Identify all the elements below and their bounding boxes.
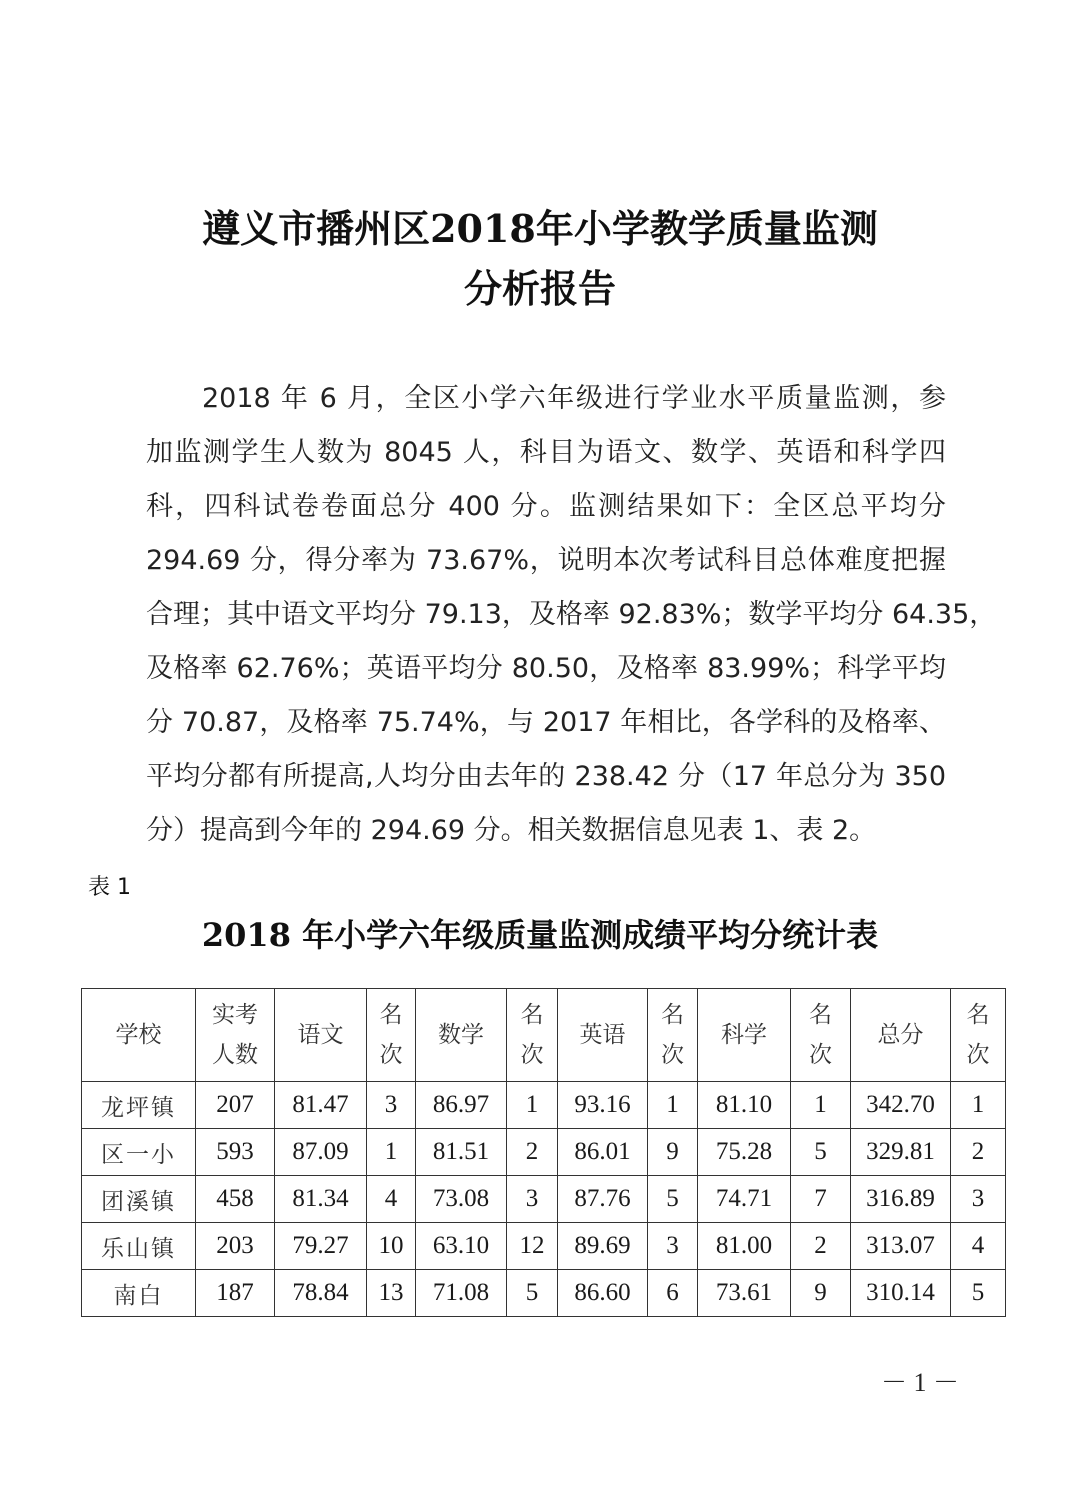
header-cell — [851, 989, 951, 1082]
table-cell: 79.27 — [275, 1223, 367, 1270]
paragraph-line: 平均分都有所提高,人均分由去年的 238.42 分（17 年总分为 350 — [146, 761, 946, 792]
table-cell: 86.60 — [558, 1270, 648, 1317]
table-cell: 93.16 — [558, 1082, 648, 1129]
header-cell — [558, 989, 648, 1082]
summary-paragraph — [146, 372, 997, 858]
table-cell: 9 — [648, 1129, 698, 1176]
header-cell — [507, 989, 558, 1082]
page-number: － 1 － — [880, 1368, 959, 1397]
table-cell: 4 — [367, 1176, 416, 1223]
table-cell: 207 — [196, 1082, 275, 1129]
table-cell: 310.14 — [851, 1270, 951, 1317]
table-cell: 89.69 — [558, 1223, 648, 1270]
table-cell: 5 — [507, 1270, 558, 1317]
table-title: 2018 年小学六年级质量监测成绩平均分统计表 — [201, 916, 879, 954]
table-cell: 81.10 — [698, 1082, 791, 1129]
table-cell: 13 — [367, 1270, 416, 1317]
score-table — [81, 988, 1006, 1317]
table-cell: 5 — [951, 1270, 1006, 1317]
table-cell: 458 — [196, 1176, 275, 1223]
header-cell — [698, 989, 791, 1082]
school-name-cell: 南白 — [82, 1270, 196, 1317]
table-cell: 3 — [648, 1223, 698, 1270]
table-cell: 6 — [648, 1270, 698, 1317]
header-cell — [416, 989, 507, 1082]
header-text: 英语 — [579, 1022, 626, 1048]
header-text: 名 — [520, 1002, 544, 1028]
table-header-row — [82, 989, 1006, 1082]
paragraph-line: 及格率 62.76%；英语平均分 80.50，及格率 83.99%；科学平均 — [146, 653, 946, 684]
table-cell: 3 — [507, 1176, 558, 1223]
table-cell: 1 — [951, 1082, 1006, 1129]
table-row — [82, 1176, 1006, 1223]
table-cell: 313.07 — [851, 1223, 951, 1270]
header-text: 语文 — [297, 1022, 344, 1048]
paragraph-line: 294.69 分，得分率为 73.67%，说明本次考试科目总体难度把握 — [146, 545, 946, 576]
header-cell — [951, 989, 1006, 1082]
table-cell: 12 — [507, 1223, 558, 1270]
school-name-cell: 区一小 — [82, 1129, 196, 1176]
table-cell: 86.97 — [416, 1082, 507, 1129]
paragraph-line: 2018 年 6 月，全区小学六年级进行学业水平质量监测，参 — [202, 383, 946, 414]
table-cell: 5 — [791, 1129, 851, 1176]
table-cell: 81.00 — [698, 1223, 791, 1270]
header-text: 名 — [661, 1002, 684, 1028]
table-cell: 81.51 — [416, 1129, 507, 1176]
school-name-cell: 龙坪镇 — [82, 1082, 196, 1129]
header-text: 次 — [379, 1042, 403, 1068]
header-text: 名 — [379, 1002, 403, 1028]
paragraph-line: 科，四科试卷卷面总分 400 分。监测结果如下：全区总平均分 — [146, 491, 946, 522]
table-cell: 73.61 — [698, 1270, 791, 1317]
table-cell: 63.10 — [416, 1223, 507, 1270]
table-cell: 74.71 — [698, 1176, 791, 1223]
table-cell: 86.01 — [558, 1129, 648, 1176]
table-cell: 5 — [648, 1176, 698, 1223]
table-cell: 4 — [951, 1223, 1006, 1270]
table-cell: 71.08 — [416, 1270, 507, 1317]
table-cell: 10 — [367, 1223, 416, 1270]
table-cell: 2 — [791, 1223, 851, 1270]
header-text: 次 — [809, 1042, 832, 1068]
header-text: 科学 — [721, 1022, 767, 1048]
paragraph-line: 加监测学生人数为 8045 人，科目为语文、数学、英语和科学四 — [146, 437, 946, 468]
paragraph-line: 分 70.87，及格率 75.74%，与 2017 年相比，各学科的及格率、 — [146, 707, 946, 738]
table-cell: 81.47 — [275, 1082, 367, 1129]
table-row — [82, 1270, 1006, 1317]
header-text: 总分 — [877, 1022, 924, 1048]
table-cell: 1 — [791, 1082, 851, 1129]
table-cell: 9 — [791, 1270, 851, 1317]
document-title-line-1: 遵义市播州区2018年小学教学质量监测 — [202, 206, 878, 251]
header-cell — [275, 989, 367, 1082]
document-title-line-2: 分析报告 — [463, 266, 616, 311]
header-text: 次 — [661, 1042, 684, 1068]
table-cell: 87.76 — [558, 1176, 648, 1223]
school-name-cell: 团溪镇 — [82, 1176, 196, 1223]
header-text: 名 — [966, 1002, 990, 1028]
table-cell: 87.09 — [275, 1129, 367, 1176]
table-cell: 7 — [791, 1176, 851, 1223]
table-cell: 342.70 — [851, 1082, 951, 1129]
table-row — [82, 1223, 1006, 1270]
header-cell — [791, 989, 851, 1082]
header-cell — [648, 989, 698, 1082]
header-text: 次 — [966, 1042, 990, 1068]
table-cell: 1 — [648, 1082, 698, 1129]
table-row — [82, 1129, 1006, 1176]
table-cell: 2 — [951, 1129, 1006, 1176]
header-cell — [82, 989, 196, 1082]
header-cell — [196, 989, 275, 1082]
table-cell: 593 — [196, 1129, 275, 1176]
table-cell: 3 — [367, 1082, 416, 1129]
table-cell: 329.81 — [851, 1129, 951, 1176]
header-text: 学校 — [115, 1022, 162, 1048]
school-name-cell: 乐山镇 — [82, 1223, 196, 1270]
header-text: 人数 — [212, 1042, 258, 1068]
table-cell: 203 — [196, 1223, 275, 1270]
table-cell: 1 — [507, 1082, 558, 1129]
paragraph-line: 合理；其中语文平均分 79.13，及格率 92.83%；数学平均分 64.35， — [146, 599, 997, 630]
table-cell: 73.08 — [416, 1176, 507, 1223]
table-cell: 81.34 — [275, 1176, 367, 1223]
header-text: 名 — [809, 1002, 832, 1028]
table-label: 表 1 — [88, 875, 131, 900]
header-text: 数学 — [438, 1022, 484, 1048]
table-cell: 78.84 — [275, 1270, 367, 1317]
table-cell: 1 — [367, 1129, 416, 1176]
header-text: 实考 — [212, 1002, 258, 1028]
header-cell — [367, 989, 416, 1082]
table-cell: 3 — [951, 1176, 1006, 1223]
table-cell: 75.28 — [698, 1129, 791, 1176]
table-cell: 2 — [507, 1129, 558, 1176]
paragraph-line: 分）提高到今年的 294.69 分。相关数据信息见表 1、表 2。 — [146, 815, 877, 846]
table-cell: 187 — [196, 1270, 275, 1317]
header-text: 次 — [520, 1042, 544, 1068]
table-cell: 316.89 — [851, 1176, 951, 1223]
table-row — [82, 1082, 1006, 1129]
